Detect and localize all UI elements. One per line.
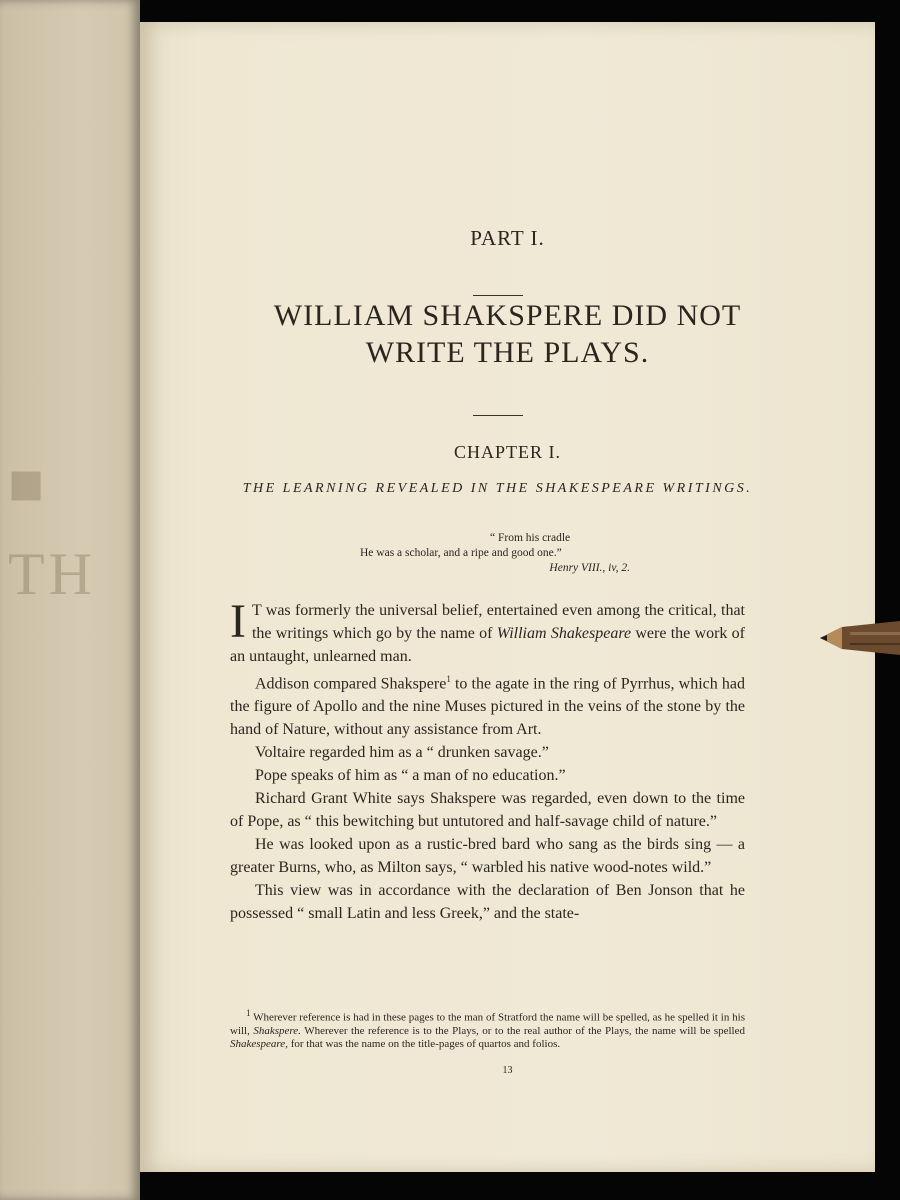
show-through-ghost-text: TH [8,541,96,607]
paragraph-text: were the work of an untaught, unlearned man. [230,625,746,665]
show-through-ghost-text: ■ [8,451,49,517]
drop-cap: I [230,595,246,648]
chapter-heading: CHAPTER I. [453,442,561,462]
paragraph: Pope speaks of him as “ a man of no education.” [255,767,566,785]
epigraph-line-1: “ From his cradle [490,532,571,544]
footnote-italic: Shakspere. [253,1024,301,1037]
paragraph: This view was in accordance with the declaration of Ben Jonson that he possessed “ small Latin and less Greek,” and the state- [230,882,745,923]
footnote-marker: 1 [446,674,451,684]
paragraph: He was looked upon as a rustic-bred bard who sang as the birds sing — a greater Burns, who, as Milton says, “ warbled his native wood-notes wild.” [230,836,745,877]
italic-name: William Shakespeare [496,625,632,642]
paragraph: Voltaire regarded him as a “ drunken savage.” [255,744,549,762]
footnote-marker: 1 [246,1008,251,1018]
title-line-2: WRITE THE PLAYS. [365,336,650,369]
paragraph [230,668,745,741]
footnote [230,1007,745,1051]
paragraph-text: T was formerly the universal belief, entertained even among the critical, that the writings which go by the name of [251,602,745,642]
footnote-italic: Shakespeare [230,1037,286,1050]
epigraph-citation: Henry VIII., iv, 2. [549,562,630,574]
pencil-icon [820,617,900,659]
section-rule [473,295,523,296]
facing-page [0,0,140,1200]
main-title [200,297,815,371]
chapter-subtitle: THE LEARNING REVEALED IN THE SHAKESPEARE WRITINGS. [242,481,753,496]
title-line-1: WILLIAM SHAKSPERE DID NOT [273,299,742,332]
part-heading: PART I. [470,226,545,250]
paragraph: Richard Grant White says Shakspere was regarded, even down to the time of Pope, as “ this bewitching but untutored and half-savage child of nature.” [230,790,745,831]
paragraph-text: Addison compared Shakspere [255,675,447,693]
footnote-part: Wherever the reference is to the Plays, or to the real author of the Plays, the name will be spelled [300,1024,745,1037]
epigraph [360,531,660,576]
page-number: 13 [502,1065,513,1076]
paragraph [230,595,746,668]
footnote-text [230,1007,745,1051]
footnote-part: Wherever reference is had in these pages to the man of Stratford the name will be spelled, as he spelled it in his will, [230,1011,745,1037]
footnote-part: , for that was the name on the title-pages of quartos and folios. [285,1037,561,1050]
book-page [140,22,875,1172]
epigraph-line-2: He was a scholar, and a ripe and good one.” [360,547,562,559]
paragraph-text: to the agate in the ring of Pyrrhus, which had the figure of Apollo and the nine Muses pictured in the veins of the stone by the hand of Nature, without any assistance from Art. [230,675,746,739]
body-text [230,595,746,925]
section-rule [473,415,523,416]
